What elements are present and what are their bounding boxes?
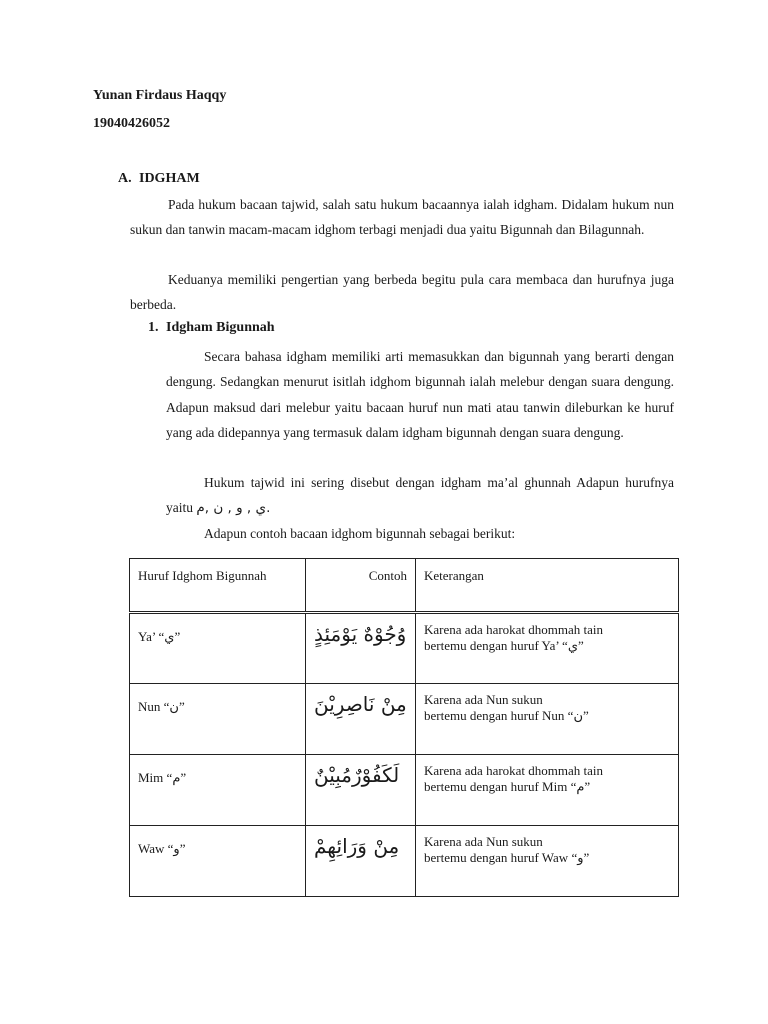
cell-huruf: Nun “ن” xyxy=(130,684,306,755)
cell-keterangan xyxy=(416,613,679,684)
header-keterangan: Keterangan xyxy=(416,559,679,613)
keterangan-line: Karena ada Nun sukun xyxy=(424,692,543,707)
cell-huruf: Waw “و” xyxy=(130,826,306,897)
section-number: A. xyxy=(118,171,132,186)
paragraph-letters-text: Hukum tajwid ini sering disebut dengan idgham ma’al ghunnah Adapun hurufnya yaitu xyxy=(166,475,674,516)
subsection-title: Idgham Bigunnah xyxy=(166,320,275,335)
cell-keterangan xyxy=(416,755,679,826)
keterangan-line: bertemu dengan huruf Mim “م” xyxy=(424,779,591,794)
author-name: Yunan Firdaus Haqqy xyxy=(93,88,227,103)
keterangan-line: bertemu dengan huruf Nun “ن” xyxy=(424,708,589,723)
subsection-number: 1. xyxy=(148,320,159,335)
section-heading xyxy=(118,171,200,187)
cell-contoh: وُجُوْهٌ يَوْمَئِذٍ xyxy=(306,613,416,684)
keterangan-line: Karena ada Nun sukun xyxy=(424,834,543,849)
section-title: IDGHAM xyxy=(139,171,200,186)
keterangan-line: Karena ada harokat dhommah tain xyxy=(424,622,604,637)
header-contoh: Contoh xyxy=(306,559,416,613)
table-row xyxy=(130,613,679,684)
paragraph-letters xyxy=(166,470,674,522)
keterangan-line: bertemu dengan huruf Ya’ “ي” xyxy=(424,638,584,653)
table-row xyxy=(130,684,679,755)
keterangan-line: bertemu dengan huruf Waw “و” xyxy=(424,850,590,865)
cell-contoh: مِنْ نَاصِرِيْنَ xyxy=(306,684,416,755)
table-row xyxy=(130,826,679,897)
idgham-table xyxy=(129,558,679,897)
cell-huruf: Mim “م” xyxy=(130,755,306,826)
cell-keterangan xyxy=(416,684,679,755)
cell-contoh: مِنْ وَرَائِهِمْ xyxy=(306,826,416,897)
cell-huruf: Ya’ “ي” xyxy=(130,613,306,684)
subsection-heading xyxy=(148,320,275,336)
cell-keterangan xyxy=(416,826,679,897)
paragraph-definition: Secara bahasa idgham memiliki arti memasukkan dan bigunnah yang berarti dengan dengung. Sedangkan menurut isitlah idghom bigunnah ialah melebur dengan suara dengung. Adapun maksud dari melebur yaitu bacaan huruf nun mati atau tanwin dileburkan ke huruf yang ada didepannya yang termasuk dalam idgham bigunnah dengan suara dengung. xyxy=(166,349,674,440)
author-id: 19040426052 xyxy=(93,116,170,131)
cell-contoh: لَكَفُوْرٌمُبِيْنٌ xyxy=(306,755,416,826)
paragraph-difference: Keduanya memiliki pengertian yang berbeda begitu pula cara membaca dan hurufnya juga berbeda. xyxy=(130,272,674,313)
paragraph-intro: Pada hukum bacaan tajwid, salah satu hukum bacaannya ialah idgham. Didalam hukum nun sukun dan tanwin macam-macam idghom terbagi menjadi dua yaitu Bigunnah dan Bilagunnah. xyxy=(130,197,674,238)
paragraph-examples-intro: Adapun contoh bacaan idghom bigunnah sebagai berikut: xyxy=(204,526,516,541)
table-row xyxy=(130,755,679,826)
arabic-letters: ي , و , ن ,م. xyxy=(196,500,271,517)
keterangan-line: Karena ada harokat dhommah tain xyxy=(424,763,604,778)
header-huruf: Huruf Idghom Bigunnah xyxy=(130,559,306,613)
table-header-row xyxy=(130,559,679,613)
